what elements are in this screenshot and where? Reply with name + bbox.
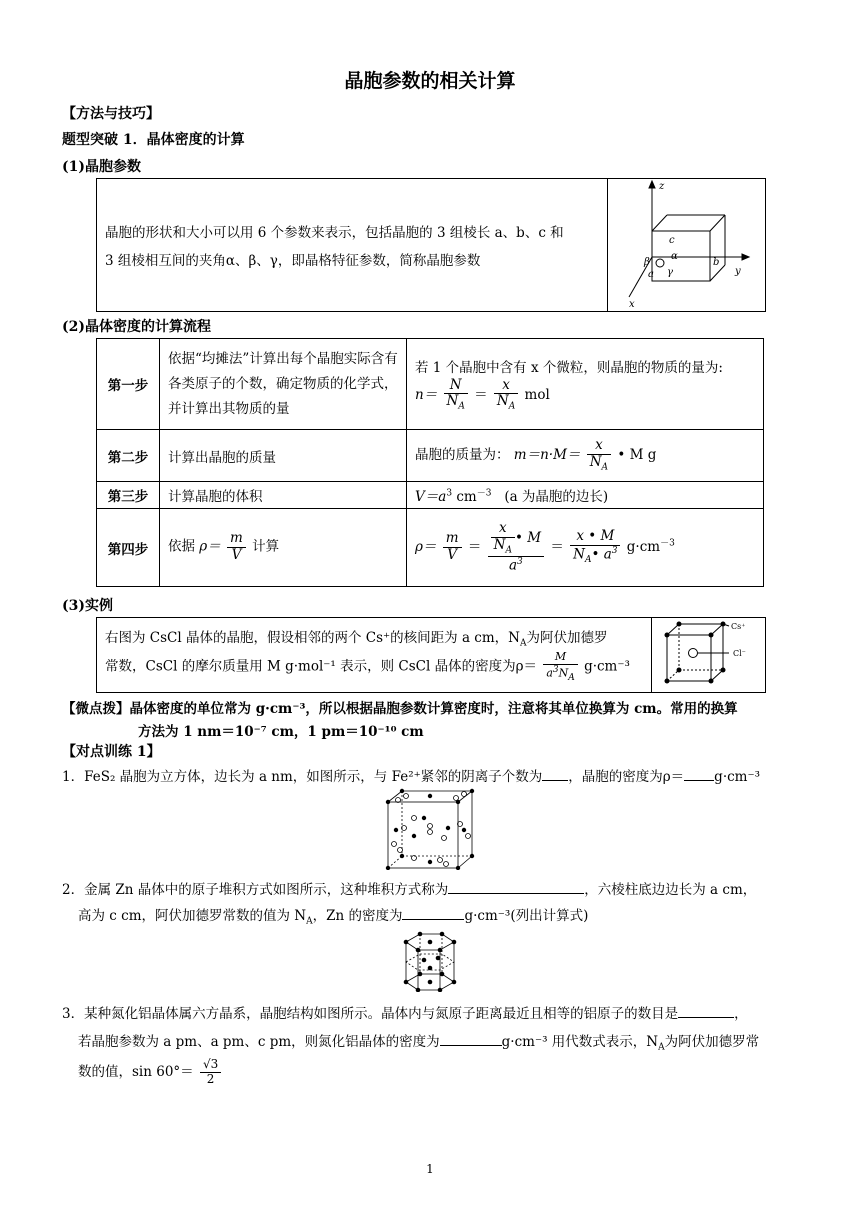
unit-cell-diagram: [609, 179, 764, 311]
svg-text:c: c: [669, 235, 675, 246]
answer-blank[interactable]: [448, 893, 584, 894]
svg-text:b: b: [713, 257, 720, 268]
question-2-line-1: 2．金属 Zn 晶体中的原子堆积方式如图所示，这种堆积方式称为 ，六棱柱底边边长为 a cm，: [62, 882, 757, 898]
step-desc: 计算晶胞的体积: [160, 482, 407, 509]
table-row: [97, 339, 764, 430]
step-formula: $V=a^3$ $cm^{-3}$ (a 为晶胞的边长): [407, 482, 764, 509]
step-desc: 依据“均摊法”计算出每个晶胞实际含有各类原子的个数，确定物质的化学式，并计算出其物质的量: [160, 339, 407, 430]
fes2-cell-diagram: [384, 788, 476, 870]
svg-text:a: a: [648, 269, 654, 280]
example-box: [96, 617, 766, 693]
step-formula: 若 1 个晶胞中含有 x 个微粒，则晶胞的物质的量为: n＝ $\frac{N}{N_A}$ ＝ $\frac{x}{N_A}$ mol: [407, 339, 764, 430]
answer-blank[interactable]: [440, 1045, 502, 1046]
cscl-cell-diagram: [653, 618, 765, 692]
section-heading: 【方法与技巧】: [62, 106, 160, 122]
step-label: 第二步: [97, 430, 160, 482]
answer-blank[interactable]: [402, 919, 464, 920]
question-3-line-1: 3．某种氮化铝晶体属六方晶系，晶胞结构如图所示。晶体内与氮原子距离最近且相等的铝原子的数目是 ，: [62, 1006, 748, 1022]
page-number: 1: [426, 1162, 434, 1176]
density-steps-table: [96, 338, 764, 587]
x-axis-label: x: [629, 299, 635, 310]
question-3-line-2: 若晶胞参数为 a pm、a pm、c pm，则氮化铝晶体的密度为 g·cm⁻³ 用代数式表示，$N_A$为阿伏加德罗常: [78, 1034, 760, 1053]
svg-text:α: α: [671, 251, 678, 262]
cs-label: Cs⁺: [731, 622, 746, 631]
tip-line-1: 【微点拨】晶体密度的单位常为 g·cm⁻³，所以根据晶胞参数计算密度时，注意将其单位换算为 cm。常用的换算: [62, 701, 738, 717]
cell-parameter-box: [96, 178, 766, 312]
cl-label: Cl⁻: [733, 649, 746, 658]
step-desc: 依据 ρ＝ $\frac{m}{V}$ 计算: [160, 509, 407, 587]
parameter-text-1: 晶胞的形状和大小可以用 6 个参数来表示，包括晶胞的 3 组棱长 a、b、c 和: [105, 225, 564, 241]
step-label: 第四步: [97, 509, 160, 587]
part2-heading: (2)晶体密度的计算流程: [62, 319, 211, 335]
tip-line-2: 方法为 1 nm＝10⁻⁷ cm，1 pm＝10⁻¹⁰ cm: [138, 724, 424, 740]
part3-heading: (3)实例: [62, 598, 113, 614]
step-label: 第三步: [97, 482, 160, 509]
answer-blank[interactable]: [542, 780, 568, 781]
part1-heading: (1)晶胞参数: [62, 159, 141, 175]
answer-blank[interactable]: [678, 1017, 734, 1018]
table-row: [97, 430, 764, 482]
table-row: [97, 509, 764, 587]
question-3-line-3: 数的值，sin 60°＝ $\frac{√3}{2}$: [78, 1058, 223, 1087]
parameter-text-2: 3 组棱相互间的夹角α、β、γ，即晶格特征参数，简称晶胞参数: [105, 253, 481, 269]
zn-hcp-diagram: [398, 930, 462, 992]
page-title: 晶胞参数的相关计算: [344, 70, 516, 92]
svg-text:γ: γ: [667, 267, 673, 278]
question-1: 1．FeS₂ 晶胞为立方体，边长为 a nm，如图所示，与 Fe²⁺紧邻的阴离子个数为 ，晶胞的密度为ρ＝ g·cm⁻³: [62, 769, 761, 785]
table-row: [97, 482, 764, 509]
example-text-1: 右图为 CsCl 晶体的晶胞，假设相邻的两个 Cs⁺的核间距为 a cm，$N_A$为阿伏加德罗: [105, 630, 608, 649]
svg-text:β: β: [644, 257, 650, 268]
practice-heading: 【对点训练 1】: [62, 744, 161, 760]
example-text-2: 常数，CsCl 的摩尔质量用 M g·mol⁻¹ 表示，则 CsCl 晶体的密度为ρ＝ $\frac{M}{a^3N_A}$ g·cm⁻³: [105, 650, 630, 683]
step-desc: 计算出晶胞的质量: [160, 430, 407, 482]
y-axis-label: y: [735, 266, 741, 277]
topic-heading: 题型突破 1．晶体密度的计算: [62, 132, 245, 148]
step-formula: ρ＝ $\frac{m}{V}$ ＝ $\frac{x}{N_A}$ • M $a^3$ ＝ $\frac{x • M}{N_A• a^3}$ $g\cdot cm^{-3}$: [407, 509, 764, 587]
z-axis-label: z: [659, 181, 665, 192]
step-label: 第一步: [97, 339, 160, 430]
answer-blank[interactable]: [684, 780, 714, 781]
step-formula: 晶胞的质量为： m＝n·M＝ $\frac{x}{N_A}$ • M g: [407, 430, 764, 482]
question-2-line-2: 高为 c cm，阿伏加德罗常数的值为 $N_A$，Zn 的密度为 g·cm⁻³(列出计算式): [78, 908, 589, 927]
